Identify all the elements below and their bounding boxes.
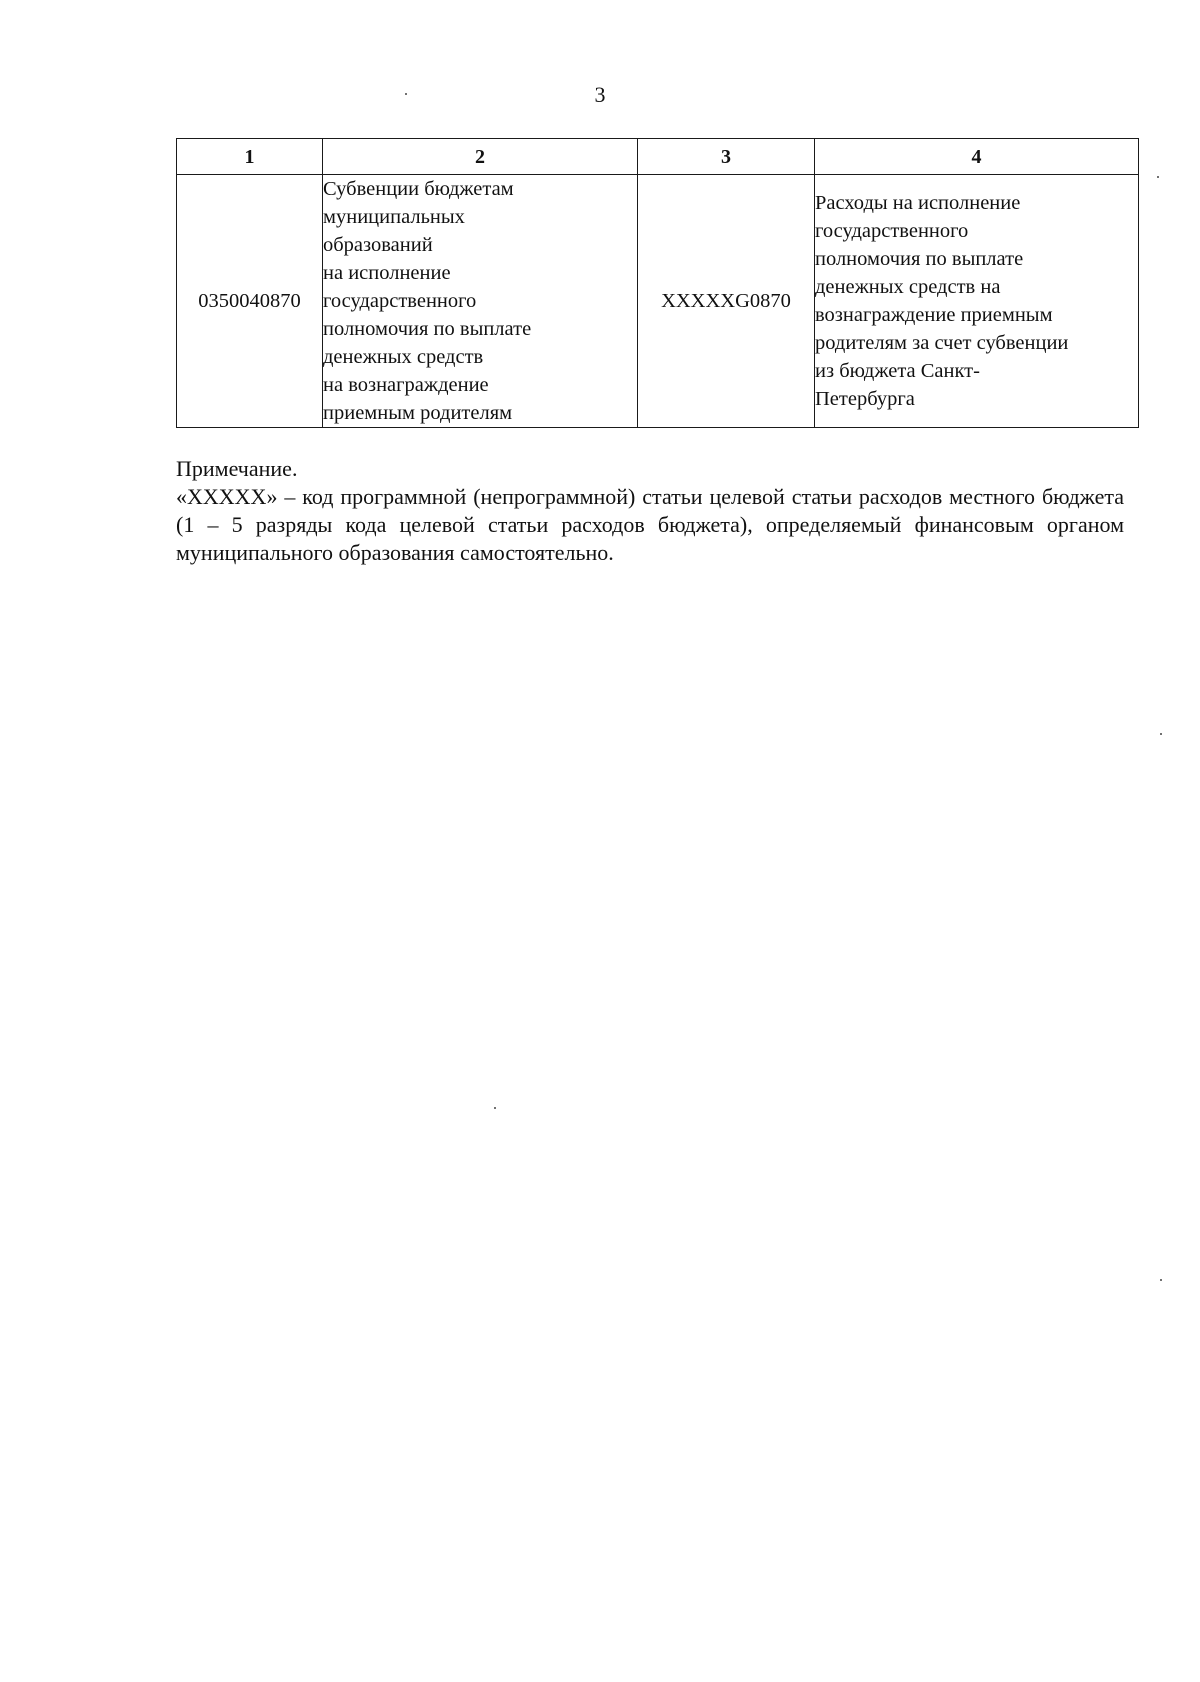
scan-speck [1160, 733, 1162, 735]
code-cell: 0350040870 [177, 175, 323, 428]
description-cell: Расходы на исполнение государственного полномочия по выплате денежных средств на вознаграждение приемным родителям за счет субвенции из бюджета Санкт- Петербурга [815, 175, 1139, 428]
scan-speck [1160, 1279, 1162, 1281]
column-header-3: 3 [638, 139, 815, 175]
table-header-row [177, 139, 1139, 175]
note-block [176, 455, 1124, 567]
budget-codes-table [176, 138, 1139, 428]
page-number: 3 [594, 82, 606, 107]
scan-speck [1157, 176, 1159, 178]
column-header-4: 4 [815, 139, 1139, 175]
target-code-cell: XXXXXG0870 [638, 175, 815, 428]
name-cell: Субвенции бюджетам муниципальных образований на исполнение государственного полномочия по выплате денежных средств на вознаграждение приемным родителям [323, 175, 638, 428]
column-header-2: 2 [323, 139, 638, 175]
note-title: Примечание. [176, 456, 298, 481]
table-row [177, 175, 1139, 428]
scan-speck [405, 93, 407, 95]
column-header-1: 1 [177, 139, 323, 175]
note-text: «XXXXX» – код программной (непрограммной) статьи целевой статьи расходов местного бюджета (1 – 5 разряды кода целевой статьи расходов бюджета), определяемый финансовым органом муниципального образования самостоятельно. [176, 484, 1124, 565]
scan-speck [494, 1107, 496, 1109]
